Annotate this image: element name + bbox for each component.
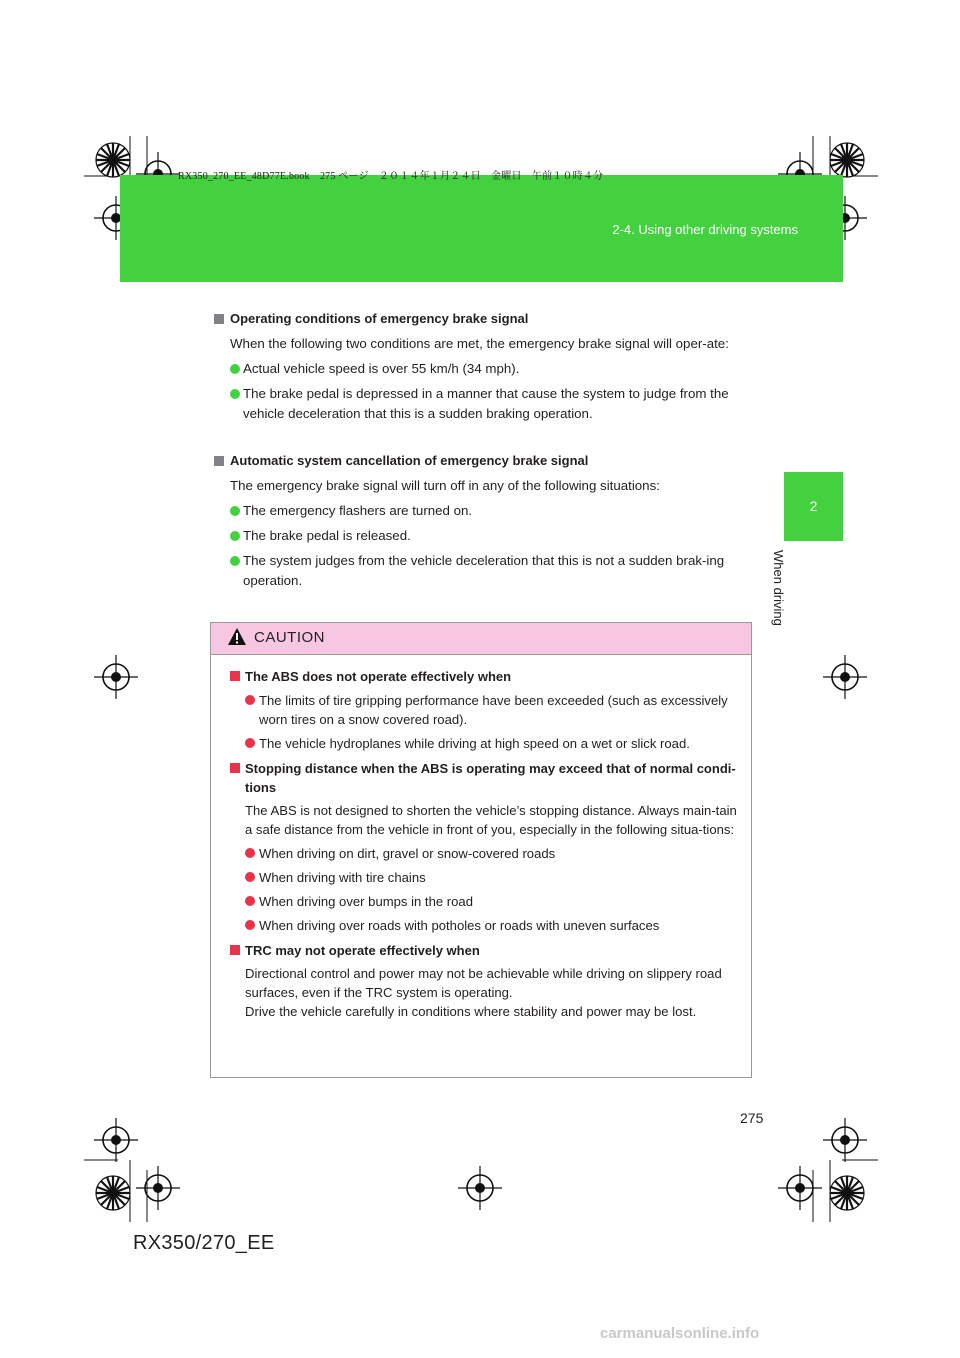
caution-paragraph: Directional control and power may not be achievable while driving on slippery road surfaces, even if the TRC system is operating. — [245, 966, 722, 1000]
list-item: The system judges from the vehicle deceleration that this is not a sudden brak-ing operation. — [214, 551, 754, 591]
bullet-dot-icon — [230, 556, 240, 566]
caution-body — [211, 655, 751, 1021]
page-number: 275 — [740, 1110, 764, 1126]
section-paragraph: The emergency brake signal will turn off in any of the following situations: — [230, 478, 660, 493]
bullet-dot-icon — [245, 695, 255, 705]
bullet-dot-icon — [245, 920, 255, 930]
bullet-dot-icon — [245, 848, 255, 858]
bullet-dot-icon — [230, 531, 240, 541]
caution-title: CAUTION — [254, 629, 325, 646]
list-item: When driving with tire chains — [227, 868, 745, 887]
section-heading: Operating conditions of emergency brake signal — [214, 309, 754, 329]
caution-box — [210, 622, 752, 1078]
caution-heading: TRC may not operate effectively when — [227, 941, 745, 960]
section-title: 2-4. Using other driving systems — [612, 222, 798, 237]
chapter-tab: 2 — [784, 472, 843, 541]
square-bullet-icon — [230, 945, 240, 955]
caution-heading: Stopping distance when the ABS is operating may exceed that of normal condi-tions — [227, 759, 745, 797]
bullet-dot-icon — [245, 896, 255, 906]
square-bullet-icon — [214, 456, 224, 466]
list-item: The vehicle hydroplanes while driving at high speed on a wet or slick road. — [227, 734, 745, 753]
list-item: When driving over roads with potholes or roads with uneven surfaces — [227, 916, 745, 935]
watermark: carmanualsonline.info — [600, 1325, 760, 1342]
list-item: The emergency flashers are turned on. — [214, 501, 754, 521]
print-info: RX350_270_EE_48D77E.book 275 ページ ２０１４年１月２４日 金曜日 午前１０時４分 — [178, 171, 604, 182]
square-bullet-icon — [230, 763, 240, 773]
list-item: Actual vehicle speed is over 55 km/h (34 mph). — [214, 359, 754, 379]
bullet-dot-icon — [245, 738, 255, 748]
caution-header — [211, 623, 751, 655]
section-paragraph: When the following two conditions are met, the emergency brake signal will oper-ate: — [230, 336, 729, 351]
list-item: The brake pedal is released. — [214, 526, 754, 546]
model-code: RX350/270_EE — [133, 1232, 275, 1254]
list-item: When driving on dirt, gravel or snow-covered roads — [227, 844, 745, 863]
chapter-label-text: When driving — [771, 550, 786, 626]
list-item: When driving over bumps in the road — [227, 892, 745, 911]
square-bullet-icon — [214, 314, 224, 324]
chapter-label — [771, 550, 803, 640]
section-heading: Automatic system cancellation of emergency brake signal — [214, 451, 754, 471]
list-item: The brake pedal is depressed in a manner that cause the system to judge from the vehicle deceleration that this is a sudden braking operation. — [214, 384, 754, 424]
list-item: The limits of tire gripping performance have been exceeded (such as excessively worn tires on a snow covered road). — [227, 691, 745, 729]
bullet-dot-icon — [230, 389, 240, 399]
caution-paragraph: Drive the vehicle carefully in conditions where stability and power may be lost. — [245, 1004, 697, 1019]
bullet-dot-icon — [230, 364, 240, 374]
square-bullet-icon — [230, 671, 240, 681]
caution-paragraph: The ABS is not designed to shorten the vehicle’s stopping distance. Always main-tain a safe distance from the vehicle in front of you, especially in the following situa-tions: — [245, 803, 737, 837]
bullet-dot-icon — [230, 506, 240, 516]
section-automatic-cancellation — [214, 451, 754, 591]
warning-triangle-icon — [227, 627, 247, 647]
bullet-dot-icon — [245, 872, 255, 882]
section-operating-conditions — [214, 309, 754, 424]
caution-heading: The ABS does not operate effectively when — [227, 667, 745, 686]
